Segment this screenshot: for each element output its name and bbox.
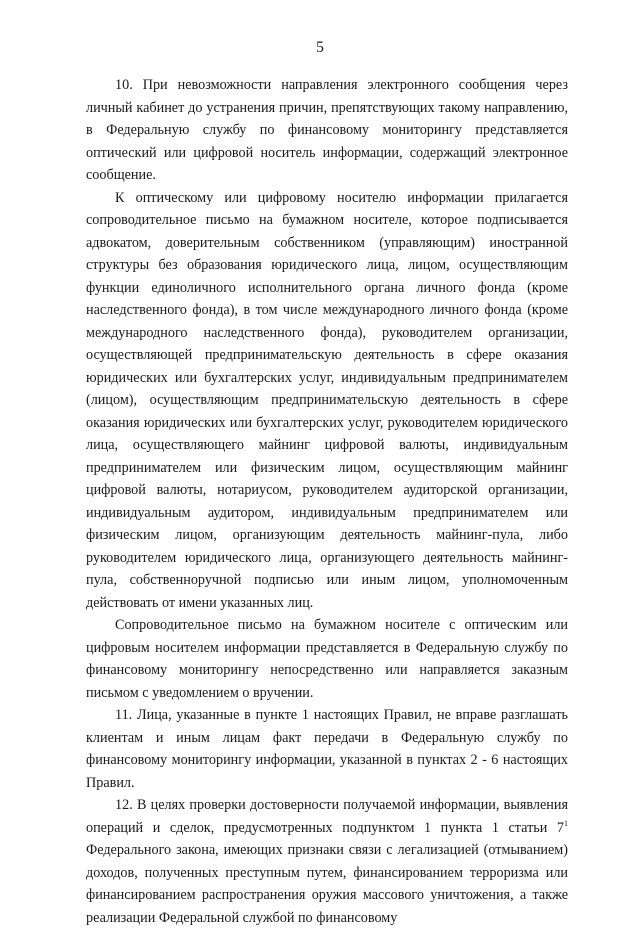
paragraph-12-text-end: Федерального закона, имеющих признаки связи с легализацией (отмыванием) доходов, полученных преступным путем, финансированием терроризма или финансированием распространения оружия массового уничтожения, а также реализации Федеральной службой по финансовому [86, 842, 568, 926]
article-superscript: 1 [564, 818, 568, 828]
paragraph-cover-letter: К оптическому или цифровому носителю информации прилагается сопроводительное письмо на бумажном носителе, которое подписывается адвокатом, доверительным собственником (управляющим) иностранной структуры без образования юридического лица, лицом, осуществляющим функции единоличного исполнительного органа личного фонда (кроме наследственного фонда), в том числе международного личного фонда (кроме международного наследственного фонда), руководителем организации, осуществляющей предпринимательскую деятельность в сфере оказания юридических или бухгалтерских услуг, индивидуальным предпринимателем (лицом), осуществляющим предпринимательскую деятельность в сфере оказания юридических или бухгалтерских услуг, руководителем юридического лица, осуществляющего майнинг цифровой валюты, индивидуальным предпринимателем или физическим лицом, осуществляющим майнинг цифровой валюты, нотариусом, руководителем аудиторской организации, индивидуальным аудитором, индивидуальным предпринимателем или физическим лицом, организующим деятельность майнинг-пула, либо руководителем юридического лица, организующего деятельность майнинг-пула, собственноручной подписью или иным лицом, уполномоченным действовать от имени указанных лиц. [86, 189, 568, 611]
document-body [86, 74, 568, 929]
paragraph-12-text-start: 12. В целях проверки достоверности получаемой информации, выявления операций и сделок, предусмотренных подпунктом 1 пункта 1 статьи 7 [86, 797, 568, 836]
paragraph-cover-letter-delivery: Сопроводительное письмо на бумажном носителе с оптическим или цифровым носителем информации представляется в Федеральную службу по финансовому мониторингу непосредственно или направляется заказным письмом с уведомлением о вручении. [86, 617, 568, 701]
paragraph-11: 11. Лица, указанные в пункте 1 настоящих Правил, не вправе разглашать клиентам и иным лицам факт передачи в Федеральную службу по финансовому мониторингу информации, указанной в пунктах 2 - 6 настоящих Правил. [86, 707, 568, 791]
paragraph-12 [86, 794, 568, 929]
page-number: 5 [316, 39, 324, 56]
paragraph-10: 10. При невозможности направления электронного сообщения через личный кабинет до устранения причин, препятствующих такому направлению, в Федеральную службу по финансовому мониторингу представляется оптический или цифровой носитель информации, содержащий электронное сообщение. [86, 77, 568, 183]
